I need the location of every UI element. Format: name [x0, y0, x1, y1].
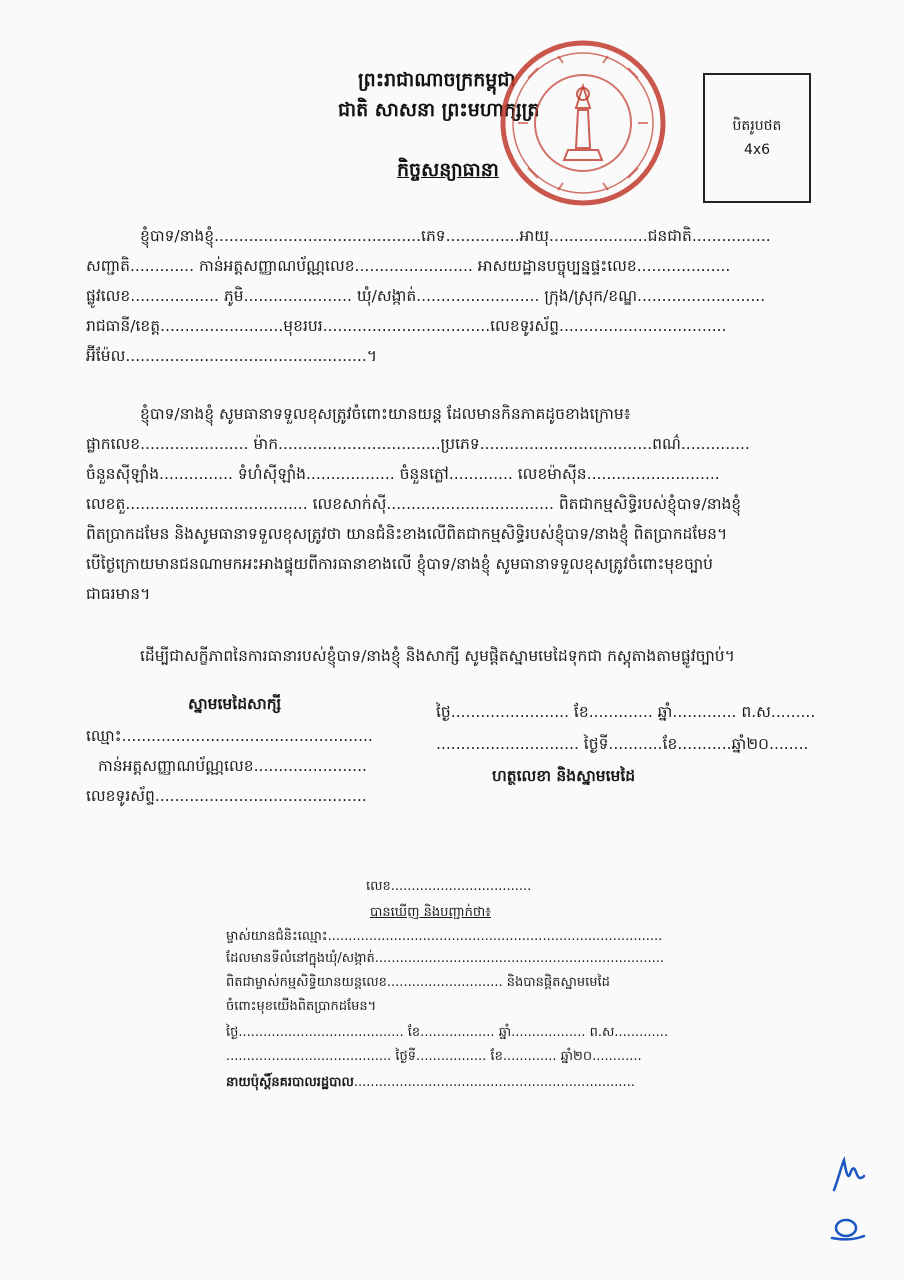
certify-heading: បានឃើញ និងបញ្ជាក់ថា៖ [370, 905, 491, 920]
section1-line1: ខ្ញុំបាទ/នាងខ្ញុំ..........................................ភេទ...............អាយុ....................ជនជាតិ................ [140, 227, 771, 245]
photo-size: 4x6 [743, 142, 771, 158]
certify-line5: ថ្ងៃ........................................ ខែ.................. ឆ្នាំ.................. ព.ស............. [226, 1025, 669, 1040]
police-chief-label: នាយប៉ុស្តិ៍នគរបាលរដ្ឋបាល [226, 1075, 354, 1090]
certify-line2: ដែលមានទីលំនៅក្នុងឃុំ/សង្កាត់...................................................................... [226, 951, 665, 966]
witness-name: ឈ្មោះ................................................... [86, 727, 373, 745]
section2-line3: ចំនួនស៊ីឡាំង............... ទំហំស៊ីឡាំង.................. ចំនួនភ្លៅ............. លេខម៉ាស៊ីន........................... [86, 465, 720, 483]
date-line1: ថ្ងៃ........................ ខែ............. ឆ្នាំ............. ព.ស......... [436, 703, 816, 721]
section2-line2: ផ្លាកលេខ...................... ម៉ាក.................................ប្រភេទ...................................ពណ៌.............. [86, 435, 750, 453]
initial-mark-icon [828, 1210, 868, 1246]
kingdom-title: ព្រះរាជាណាចក្រកម្ពុជា [358, 69, 516, 91]
section2-line4: លេខតួ..................................... លេខសាក់ស៊ី.................................. ពិតជាកម្មសិទ្ធិរបស់ខ្ញុំបាទ/នាងខ្ញុំ [86, 495, 742, 513]
witness-id: កាន់អត្តសញ្ញាណប័ណ្ណលេខ....................... [98, 757, 367, 775]
official-seal-icon [498, 38, 668, 208]
section2-line7: ជាធរមាន។ [86, 585, 151, 603]
witness-phone: លេខទូរស័ព្ទ........................................... [86, 787, 367, 805]
signature-heading: ហត្ថលេខា និងស្នាមមេដៃ [492, 767, 636, 785]
national-motto: ជាតិ សាសនា ព្រះមហាក្សត្រ [338, 99, 540, 121]
certify-number: លេខ.................................. [366, 879, 532, 894]
witness-heading: ស្នាមមេដៃសាក្សី [188, 695, 282, 713]
document-title: កិច្ចសន្យាធានា [397, 159, 499, 181]
police-chief-dots: .................................................................... [353, 1075, 635, 1090]
certify-line3: ពិតជាម្ចាស់កម្មសិទ្ធិយានយន្តលេខ............................ និងបានផ្តិតស្នាមមេដៃ [226, 975, 610, 990]
photo-placeholder-box [703, 73, 811, 203]
section1-line4: រាជធានី/ខេត្ត.........................មុខរបរ..................................លេខទូរស័ព្ទ.................................. [86, 317, 727, 335]
section1-line3: ផ្លូវលេខ.................. ភូមិ...................... ឃុំ/សង្កាត់......................... ក្រុង/ស្រុក/ខណ្ឌ.......................... [86, 287, 766, 305]
section3-line1: ដើម្បីជាសក្ខីភាពនៃការធានារបស់ខ្ញុំបាទ/នាងខ្ញុំ និងសាក្សី សូមផ្តិតស្នាមមេដៃទុកជា កស្តុតាងតាមផ្លូវច្បាប់។ [140, 647, 735, 665]
certify-line4: ចំពោះមុខយើងពិតប្រាកដមែន។ [226, 999, 377, 1014]
section2-line1: ខ្ញុំបាទ/នាងខ្ញុំ សូមធានាទទួលខុសត្រូវចំពោះយានយន្ត ដែលមានកិនភាគដូចខាងក្រោម៖ [140, 405, 631, 423]
date-line2: ............................. ថ្ងៃទី...........ខែ...........ឆ្នាំ២០........ [436, 735, 809, 753]
handwritten-signature-icon [828, 1150, 868, 1200]
certify-line6: ........................................ ថ្ងៃទី................. ខែ............. ឆ្នាំ២០............ [226, 1049, 642, 1064]
photo-label: បិតរូបថត [732, 118, 782, 134]
certify-line1: ម្ចាស់យានជំនិះឈ្មោះ................................................................................. [226, 929, 663, 944]
section1-line5: អ៊ីម៉ែល.................................................។ [86, 347, 377, 365]
section2-line6: បើថ្ងៃក្រោយមានជនណាមកអះអាងផ្ទុយពីការធានាខាងលើ ខ្ញុំបាទ/នាងខ្ញុំ សូមធានាទទួលខុសត្រូវចំពោះមុខច្បាប់ [86, 555, 713, 573]
section2-line5: ពិតប្រាកដមែន និងសូមធានាទទួលខុសត្រូវថា យានជំនិះខាងលើពិតជាកម្មសិទ្ធិរបស់ខ្ញុំបាទ/នាងខ្ញុំ ពិតប្រាកដមែន។ [86, 525, 728, 543]
certify-line7 [226, 1074, 635, 1093]
section1-line2: សញ្ជាតិ............. កាន់អត្តសញ្ញាណប័ណ្ណលេខ........................ អាសយដ្ឋានបច្ចុប្បន្នផ្ទះលេខ................... [86, 257, 731, 275]
